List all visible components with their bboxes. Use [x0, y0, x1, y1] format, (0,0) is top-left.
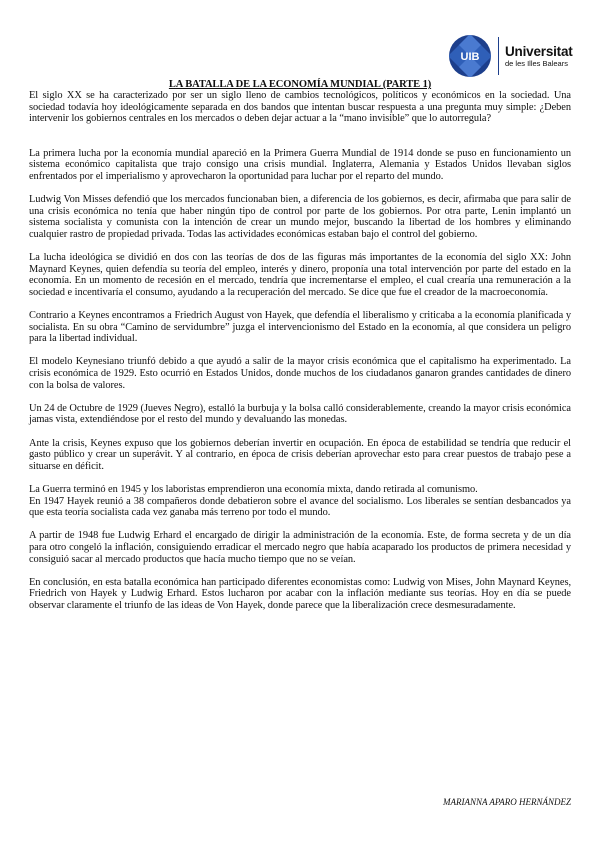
logo-subname: de les Illes Balears: [505, 58, 568, 68]
paragraph-black-thursday: Un 24 de Octubre de 1929 (Jueves Negro), estalló la burbuja y la bolsa calló considerablemente, creando la mayor crisis económica jamas vista, extendiéndose por el resto del mundo y devaluando las monedas.: [29, 402, 571, 426]
paragraph-first-war: La primera lucha por la economía mundial apareció en la Primera Guerra Mundial de 1914 donde se puso en funcionamiento un sistema económico capitalista que trajo consigo una crisis mundial. Inglaterra, Alemania y Estados Unidos llevaban siglos enfrentados por el imperialismo y aprovecharon la oportunidad para luchar por el reparto del mundo.: [29, 147, 571, 182]
university-logo: [448, 34, 573, 78]
author-signature: MARIANNA APARO HERNÁNDEZ: [443, 797, 571, 807]
paragraph-hayek: Contrario a Keynes encontramos a Friedrich August von Hayek, que defendía el liberalismo y criticaba a la economía planificada y socialista. En su obra “Camino de servidumbre” juzga el intervencionismo del Estado en la economía, al que considera un peligro para la libertad individual.: [29, 310, 571, 345]
paragraph-von-misses: Ludwig Von Misses defendió que los mercados funcionaban bien, a diferencia de los gobiernos, es decir, afirmaba que para salir de una crisis económica no tenía que haber ningún tipo de control por parte de los gobiernos. Por otra parte, Lenin implantó un sistema socialista y comunista con la intención de crear un mundo mejor, buscando la libertad de los hombres y eliminando cualquier rastro de propiedad privada. Todas las actividades económicas estaban bajo el control del gobierno.: [29, 194, 571, 240]
paragraph-crisis-response: Ante la crisis, Keynes expuso que los gobiernos deberían invertir en ocupación. En época de estabilidad se tendría que reducir el gasto público y crear un superávit. Y al contrario, en época de crisis deberían aprovechar esto para crear puestos de trabajo pese a situarse en déficit.: [29, 437, 571, 472]
logo-divider: [498, 37, 499, 75]
document-body: [29, 90, 571, 612]
paragraph-1947-meeting: En 1947 Hayek reunió a 38 compañeros donde debatieron sobre el avance del socialismo. Los liberales se sentían desbancados ya que esta teoría socialista cada vez ganaba más terreno por todo el mundo.: [29, 495, 571, 519]
paragraph-war-end: La Guerra terminó en 1945 y los laboristas emprendieron una economía mixta, dando retirada al comunismo.: [29, 484, 478, 495]
paragraph-conclusion: En conclusión, en esta batalla económica han participado diferentes economistas como: Ludwig von Mises, John Maynard Keynes, Friedrich von Hayek y Ludwig Erhard. Estos lucharon por acabar con la inflación mediante sus teorías. Hoy en día se puede observar claramente el triunfo de las ideas de Von Hayek, donde parece que la liberalización crece desmesuradamente.: [29, 576, 571, 611]
document-title: LA BATALLA DE LA ECONOMÍA MUNDIAL (PARTE 1): [168, 79, 432, 90]
uib-badge-icon: [448, 34, 492, 78]
paragraph-keynes: La lucha ideológica se dividió en dos con las teorías de dos de las figuras más importantes de la economía del siglo XX: John Maynard Keynes, quien defendía su teoría del empleo, interés y dinero, proponía una total intervención por parte del estado en la economía. En un momento de recesión en el mercado, tendría que incrementarse el empleo, el cual crearía una remuneración a la sociedad e incentivaría el consumo, ayudando a la recuperación del mercado. Se dice que fue el creador de la macroeconomía.: [29, 252, 571, 298]
paragraph-erhard: A partir de 1948 fue Ludwig Erhard el encargado de dirigir la administración de la economía. Este, de forma secreta y de un día para otro congeló la inflación, consiguiendo erradicar el mercado negro que había acaparado los productos de primera necesidad y consiguió sacar al mercado productos que hacía mucho tiempo que no se veían.: [29, 530, 571, 565]
logo-badge-text: UIB: [460, 51, 480, 63]
logo-text: [505, 45, 573, 68]
paragraph-keynesian-model: El modelo Keynesiano triunfó debido a que ayudó a salir de la mayor crisis económica que el capitalismo ha experimentado. La crisis económica de 1929. Esto ocurrió en Estados Unidos, donde muchos de los ciudadanos ganaron grandes cantidades de dinero con la bolsa de valores.: [29, 356, 571, 391]
logo-name: Universitat: [505, 43, 573, 59]
paragraph-intro: El siglo XX se ha caracterizado por ser un siglo lleno de cambios tecnológicos, políticos y económicos en la sociedad. Una sociedad todavía hoy ideológicamente separada en dos bandos que intentan buscar respuesta a una pregunta muy simple: ¿Deben intervenir los gobiernos centrales en los mercados o deben dejar actuar a la “mano invisible” que lo autorregula?: [29, 90, 571, 125]
